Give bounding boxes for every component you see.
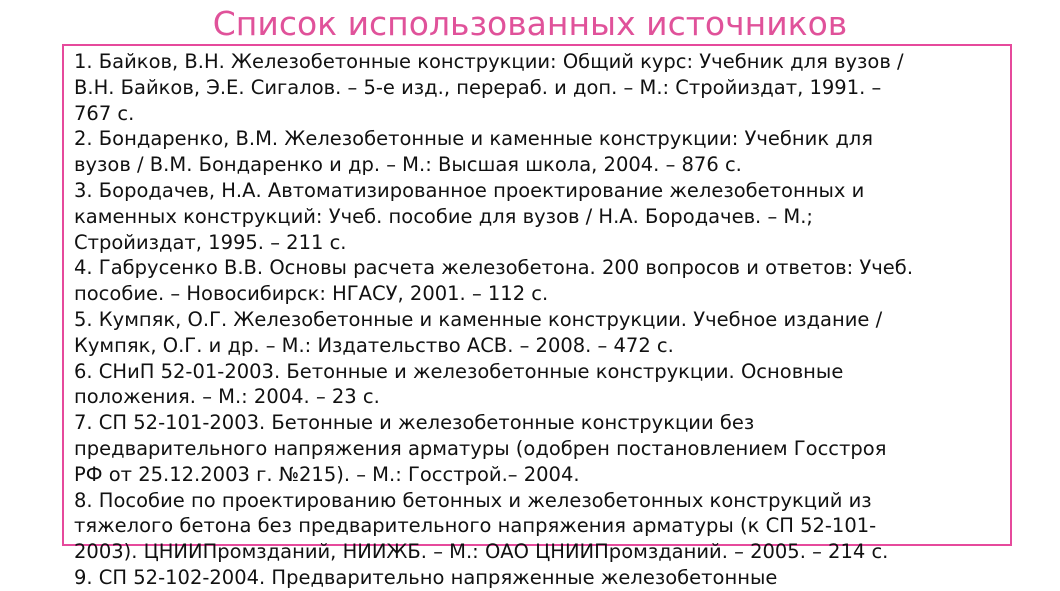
slide-title: Список использованных источников	[212, 4, 848, 43]
reference-line: 5. Кумпяк, О.Г. Железобетонные и каменные конструкции. Учебное издание /	[74, 307, 883, 331]
reference-list	[74, 49, 1010, 591]
reference-line: тяжелого бетона без предварительного напряжения арматуры (к СП 52-101-	[74, 514, 877, 538]
reference-line: Кумпяк, О.Г. и др. – М.: Издательство АСВ. – 2008. – 472 с.	[74, 333, 674, 357]
reference-item-3	[74, 178, 1010, 255]
reference-line: положения. – М.: 2004. – 23 с.	[74, 385, 380, 409]
reference-item-9	[74, 565, 1010, 591]
reference-line: 4. Габрусенко В.В. Основы расчета железобетона. 200 вопросов и ответов: Учеб.	[74, 256, 914, 280]
reference-item-8	[74, 488, 1010, 565]
reference-item-1	[74, 49, 1010, 126]
reference-line: РФ от 25.12.2003 г. №215). – М.: Госстрой.– 2004.	[74, 462, 580, 486]
reference-line: 767 с.	[74, 101, 135, 125]
reference-line: 6. СНиП 52-01-2003. Бетонные и железобетонные конструкции. Основные	[74, 359, 844, 383]
reference-line: 7. СП 52-101-2003. Бетонные и железобетонные конструкции без	[74, 411, 755, 435]
reference-item-7	[74, 410, 1010, 487]
reference-item-5	[74, 307, 1010, 359]
reference-item-4	[74, 255, 1010, 307]
reference-item-2	[74, 126, 1010, 178]
reference-line: вузов / В.М. Бондаренко и др. – М.: Высшая школа, 2004. – 876 с.	[74, 153, 742, 177]
reference-line: 9. СП 52-102-2004. Предварительно напряженные железобетонные	[74, 565, 778, 589]
reference-item-6	[74, 359, 1010, 411]
reference-line: 2003). ЦНИИПромзданий, НИИЖБ. – М.: ОАО ЦНИИПромзданий. – 2005. – 214 с.	[74, 540, 889, 564]
reference-line: 1. Байков, В.Н. Железобетонные конструкции: Общий курс: Учебник для вузов /	[74, 50, 904, 73]
reference-line: пособие. – Новосибирск: НГАСУ, 2001. – 112 с.	[74, 282, 549, 306]
reference-line: 3. Бородачев, Н.А. Автоматизированное проектирование железобетонных и	[74, 178, 865, 202]
reference-line: В.Н. Байков, Э.Е. Сигалов. – 5-е изд., перераб. и доп. – М.: Стройиздат, 1991. –	[74, 75, 882, 99]
reference-line: 2. Бондаренко, В.М. Железобетонные и каменные конструкции: Учебник для	[74, 127, 874, 151]
reference-line: Стройиздат, 1995. – 211 с.	[74, 230, 347, 254]
reference-line: предварительного напряжения арматуры (одобрен постановлением Госстроя	[74, 436, 887, 460]
reference-line: каменных конструкций: Учеб. пособие для вузов / Н.А. Бородачев. – М.;	[74, 204, 814, 228]
reference-line: 8. Пособие по проектированию бетонных и железобетонных конструкций из	[74, 488, 872, 512]
